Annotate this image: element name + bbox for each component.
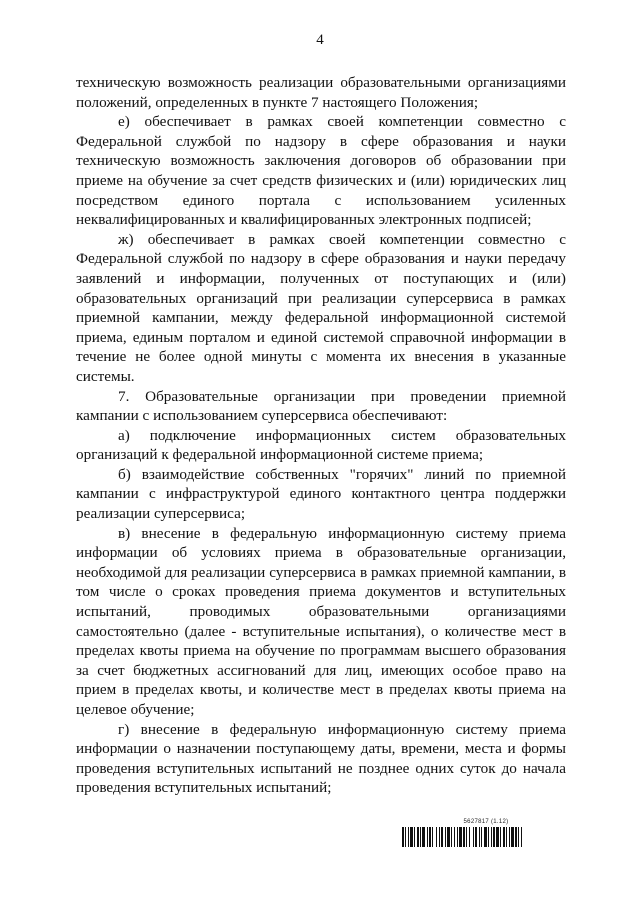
barcode-bar xyxy=(414,827,415,847)
barcode-image xyxy=(402,827,570,847)
barcode-bar xyxy=(500,827,501,847)
paragraph-item-b: б) взаимодействие собственных "горячих" линий по приемной кампании с инфраструктурой единого контактного центра поддержки реализации суперсервиса; xyxy=(76,465,566,523)
barcode-bar xyxy=(451,827,452,847)
barcode-bar xyxy=(402,827,404,847)
barcode-bar xyxy=(420,827,421,847)
barcode-block xyxy=(402,818,570,847)
barcode-bar xyxy=(441,827,443,847)
paragraph-item-a: а) подключение информационных систем образовательных организаций к федеральной информационной системе приема; xyxy=(76,426,566,464)
barcode-bar xyxy=(408,827,409,847)
barcode-bar xyxy=(493,827,495,847)
barcode-bar xyxy=(463,827,465,847)
paragraph-item-zh: ж) обеспечивает в рамках своей компетенции совместно с Федеральной службой по надзору в сфере образования и науки передачу заявлений и информации, полученных от поступающих и (или) образовательных организаций при реализации суперсервиса в рамках приемной кампании, между федеральной информационной системой приема, единым порталом и единой системой справочной информации в течение не более одной минуты с момента их внесения в указанные системы. xyxy=(76,230,566,385)
document-body xyxy=(76,73,566,798)
barcode-bar xyxy=(432,827,433,847)
barcode-bar xyxy=(473,827,474,847)
barcode-bar xyxy=(417,827,419,847)
paragraph-continuation: техническую возможность реализации образовательными организациями положений, определенных в пункте 7 настоящего Положения; xyxy=(76,74,566,111)
paragraph-point-7: 7. Образовательные организации при проведении приемной кампании с использованием суперсервиса обеспечивают: xyxy=(76,387,566,425)
paragraph-item-g: г) внесение в федеральную информационную систему приема информации о назначении поступающему даты, времени, места и формы проведения вступительных испытаний не позднее одних суток до начала проведения вступительных испытаний; xyxy=(76,720,566,797)
barcode-bar xyxy=(503,827,505,847)
paragraph-item-e: е) обеспечивает в рамках своей компетенции совместно с Федеральной службой по надзору в сфере образования и науки техническую возможность заключения договоров об образовании при приеме на обучение за счет средств физических и (или) юридических лиц посредством единого портала с использованием усиленных неквалифицированных и квалифицированных электронных подписей; xyxy=(76,113,566,229)
barcode-bar xyxy=(496,827,499,847)
barcode-bar xyxy=(445,827,446,847)
barcode-bar xyxy=(469,827,470,847)
barcode-bar xyxy=(459,827,462,847)
barcode-bar xyxy=(491,827,492,847)
barcode-bar xyxy=(481,827,482,847)
barcode-bar xyxy=(509,827,510,847)
barcode-bar xyxy=(422,827,425,847)
barcode-bar xyxy=(439,827,440,847)
barcode-bar xyxy=(475,827,477,847)
barcode-bar xyxy=(479,827,480,847)
barcode-caption: 5627817 (1.12) xyxy=(463,819,509,825)
barcode-bar xyxy=(515,827,517,847)
barcode-bar xyxy=(454,827,455,847)
barcode-bar xyxy=(405,827,406,847)
barcode-bar xyxy=(521,827,522,847)
barcode-bar xyxy=(427,827,428,847)
barcode-bar xyxy=(484,827,487,847)
barcode-bar xyxy=(511,827,514,847)
barcode-bar xyxy=(518,827,519,847)
barcode-bar xyxy=(457,827,458,847)
barcode-bar xyxy=(488,827,489,847)
barcode-bar xyxy=(506,827,507,847)
barcode-bar xyxy=(447,827,450,847)
paragraph-item-v: в) внесение в федеральную информационную систему приема информации об условиях приема в образовательные организации, необходимой для реализации суперсервиса в рамках приемной кампании, в том числе о сроках проведения приема документов и вступительных испытаний, проводимых образовательными организациями самостоятельно (далее - вступительные испытания), о количестве мест в пределах квоты приема на обучение по программам высшего образования за счет бюджетных ассигнований для лиц, имеющих особое право на прием в пределах квоты, и количестве мест в пределах квоты приема на целевое обучение; xyxy=(76,524,566,718)
barcode-bar xyxy=(436,827,437,847)
barcode-bar xyxy=(429,827,431,847)
barcode-bar xyxy=(410,827,413,847)
barcode-bar xyxy=(466,827,467,847)
page-number: 4 xyxy=(316,32,324,48)
